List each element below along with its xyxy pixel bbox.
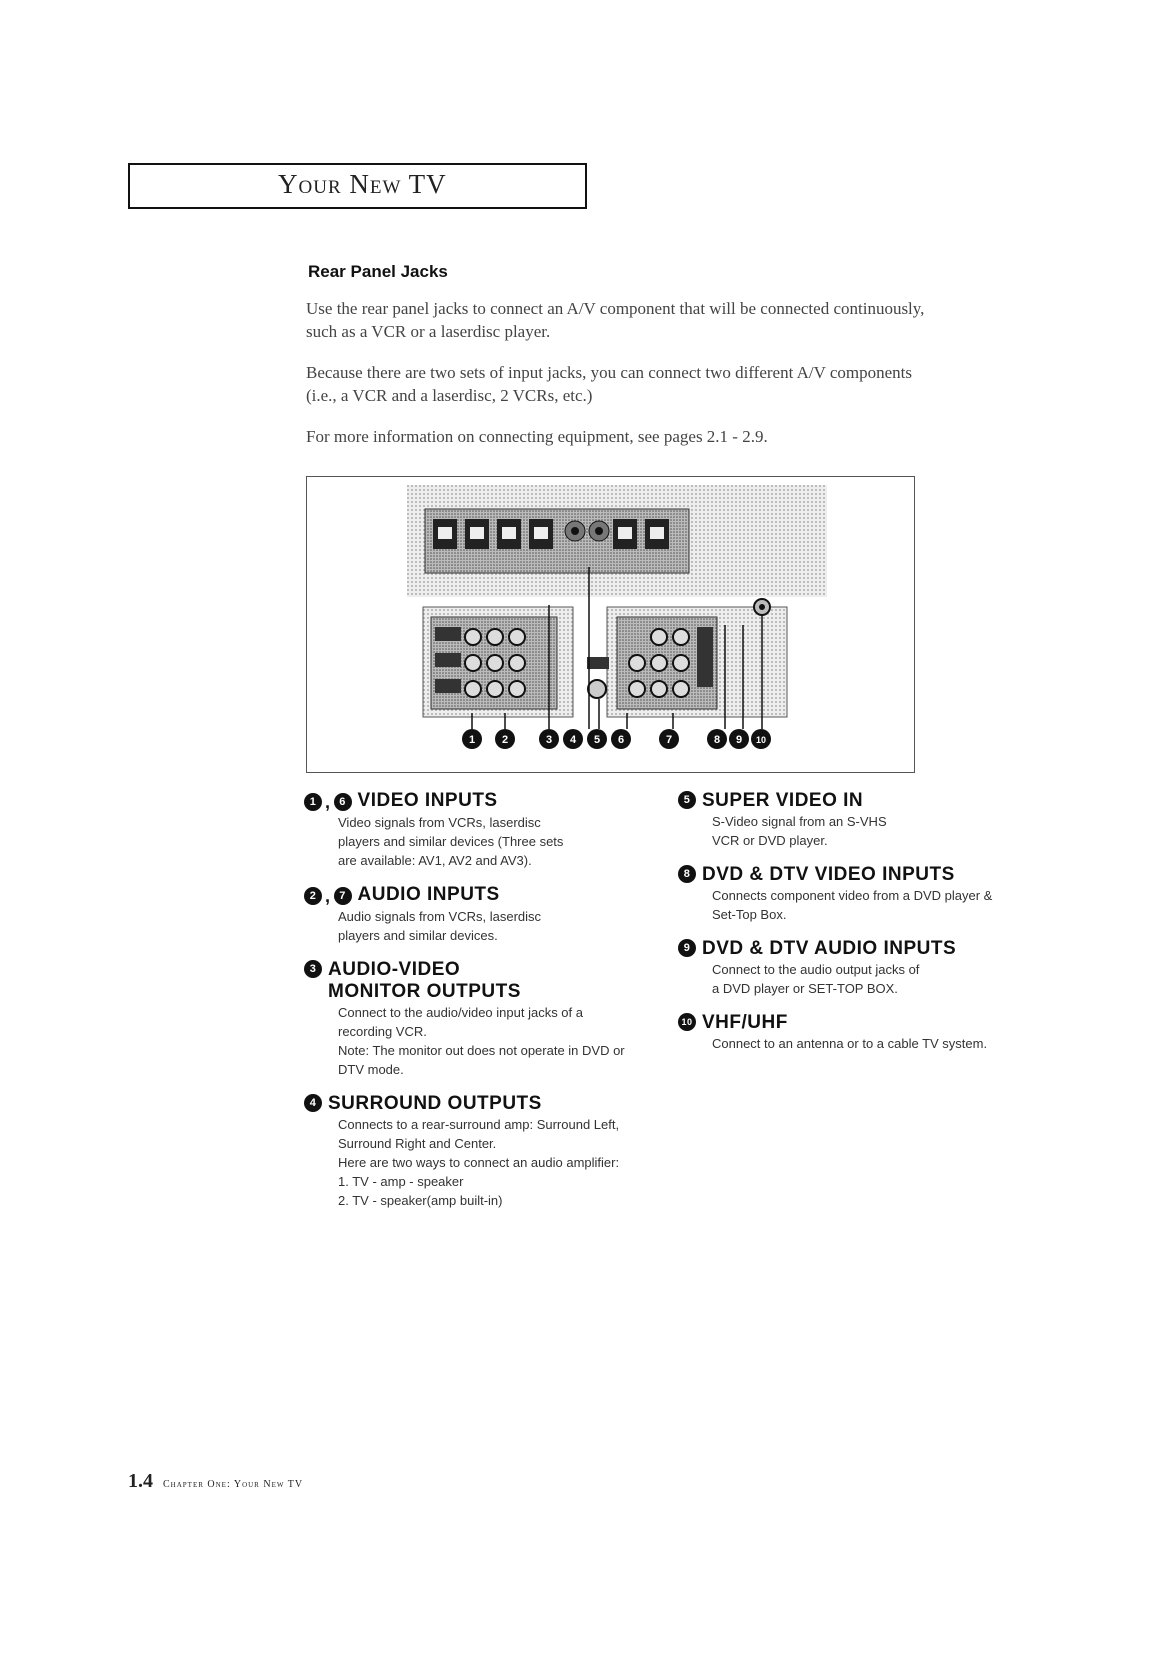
intro-paragraph-2: Because there are two sets of input jacks, you can connect two different A/V components (i.e., a VCR and a laserdisc, 2 VCRs, etc.) bbox=[306, 363, 912, 405]
jack-description-text: Connect to an antenna or to a cable TV system. bbox=[712, 1036, 988, 1051]
jack-description bbox=[304, 1093, 644, 1210]
surround-jacks bbox=[433, 519, 669, 549]
antenna-jack bbox=[754, 599, 770, 615]
callout-2: 2 bbox=[501, 734, 509, 746]
right-description-column bbox=[678, 790, 1018, 1067]
section-heading: Rear Panel Jacks bbox=[308, 262, 448, 281]
jack-description bbox=[304, 884, 644, 945]
chapter-label: Chapter One: Your New TV bbox=[163, 1479, 304, 1490]
callout-number-badge: 8 bbox=[678, 865, 696, 883]
jack-description bbox=[304, 959, 644, 1079]
intro-paragraph-1: Use the rear panel jacks to connect an A/V component that will be connected continuously, such as a VCR or a laserdisc player. bbox=[306, 299, 925, 341]
left-description-column bbox=[304, 790, 644, 1224]
jack-title: SURROUND OUTPUTS bbox=[328, 1093, 542, 1114]
callout-4: 4 bbox=[569, 734, 577, 746]
callout-number-badge: 5 bbox=[678, 791, 696, 809]
av-input-jacks bbox=[435, 627, 525, 697]
callout-badges bbox=[678, 938, 696, 957]
callout-number-badge: 9 bbox=[678, 939, 696, 957]
callout-3: 3 bbox=[545, 734, 553, 746]
callout-number-badge: 2 bbox=[304, 887, 322, 905]
jack-description bbox=[678, 790, 1018, 850]
jack-title: SUPER VIDEO IN bbox=[702, 790, 864, 811]
jack-description-text: Connects to a rear-surround amp: Surround Left, Surround Right and Center. Here are two ways to connect an audio amplifier: 1. TV - amp - speaker 2. TV - speaker(amp built-in) bbox=[338, 1117, 620, 1208]
callout-badges bbox=[678, 1012, 696, 1031]
jack-description-text: Audio signals from VCRs, laserdisc players and similar devices. bbox=[338, 909, 542, 943]
jack-description-text: Connect to the audio/video input jacks of a recording VCR. Note: The monitor out does not operate in DVD or DTV mode. bbox=[338, 1005, 625, 1077]
jack-description bbox=[678, 864, 1018, 924]
jack-description-text: Connects component video from a DVD player & Set-Top Box. bbox=[712, 888, 993, 922]
chapter-header-box bbox=[128, 163, 587, 209]
callout-badges bbox=[304, 959, 322, 978]
jack-title: DVD & DTV AUDIO INPUTS bbox=[702, 938, 957, 959]
callout-badges bbox=[678, 790, 696, 809]
jack-title: VHF/UHF bbox=[702, 1012, 788, 1033]
page-footer bbox=[128, 1470, 303, 1493]
callout-9: 9 bbox=[735, 734, 743, 746]
jack-description bbox=[678, 938, 1018, 998]
callout-number-badge: 1 bbox=[304, 793, 322, 811]
callout-7: 7 bbox=[665, 734, 673, 746]
rear-panel-illustration bbox=[306, 476, 915, 773]
callout-badges bbox=[678, 864, 696, 883]
rear-panel-drawing bbox=[307, 477, 914, 772]
callout-5: 5 bbox=[593, 734, 601, 746]
callout-number-badge: 6 bbox=[334, 793, 352, 811]
jack-title: DVD & DTV VIDEO INPUTS bbox=[702, 864, 955, 885]
callout-8: 8 bbox=[713, 734, 721, 746]
callout-number-badge: 4 bbox=[304, 1094, 322, 1112]
jack-description-text: Video signals from VCRs, laserdisc players and similar devices (Three sets are available: AV1, AV2 and AV3). bbox=[338, 815, 564, 868]
jack-title: AUDIO-VIDEO MONITOR OUTPUTS bbox=[328, 959, 521, 1002]
callout-badges: 2 , 7 bbox=[304, 884, 352, 907]
page-number: 1.4 bbox=[128, 1470, 153, 1492]
jack-description bbox=[678, 1012, 1018, 1053]
callout-badges bbox=[462, 729, 771, 749]
jack-title: AUDIO INPUTS bbox=[357, 884, 500, 905]
callout-number-badge: 7 bbox=[334, 887, 352, 905]
callout-badges bbox=[304, 1093, 322, 1112]
callout-6: 6 bbox=[617, 734, 625, 746]
callout-number-badge: 10 bbox=[678, 1013, 696, 1031]
jack-description-text: S-Video signal from an S-VHS VCR or DVD player. bbox=[712, 814, 887, 848]
jack-title: VIDEO INPUTS bbox=[357, 790, 498, 811]
callout-1: 1 bbox=[468, 734, 476, 746]
chapter-header-title: Your New TV bbox=[278, 169, 447, 199]
intro-paragraph-3: For more information on connecting equipment, see pages 2.1 - 2.9. bbox=[306, 427, 768, 446]
jack-description-text: Connect to the audio output jacks of a DVD player or SET-TOP BOX. bbox=[712, 962, 920, 996]
callout-10: 10 bbox=[755, 735, 767, 745]
callout-number-badge: 3 bbox=[304, 960, 322, 978]
jack-description bbox=[304, 790, 644, 870]
callout-badges: 1 , 6 bbox=[304, 790, 352, 813]
